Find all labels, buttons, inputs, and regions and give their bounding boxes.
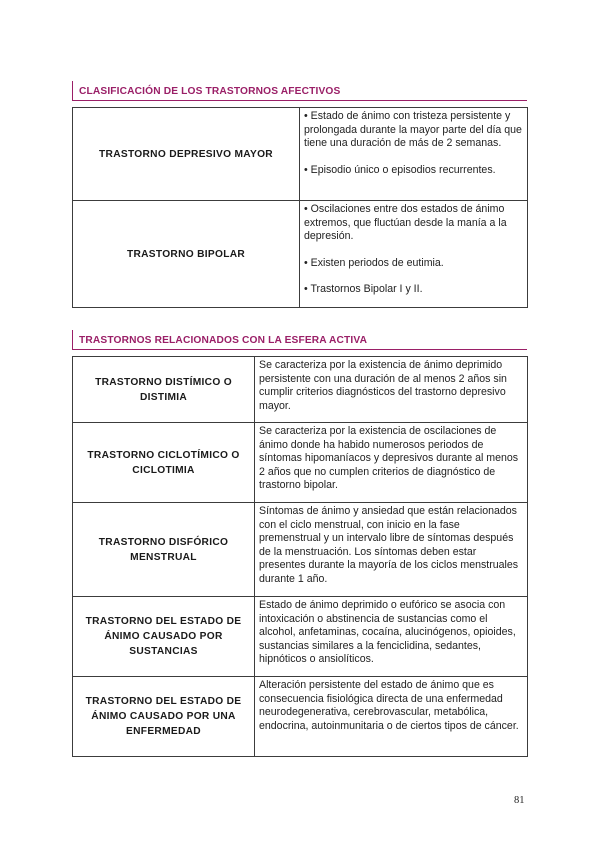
- row-label: TRASTORNO DISFÓRICO MENSTRUAL: [73, 503, 255, 597]
- row-description: Síntomas de ánimo y ansiedad que están relacionados con el ciclo menstrual, con inicio en la fase premenstrual y un intervalo libre de síntomas después de la menstruación. Los síntomas deben estar presentes durante la mayoría de los ciclos menstruales durante 1 año.: [255, 503, 528, 597]
- bullet-item: • Estado de ánimo con tristeza persistente y prolongada durante la mayor parte del día que tiene una duración de más de 2 semanas.: [304, 110, 522, 150]
- page-number: 81: [514, 795, 525, 806]
- table-row: [73, 108, 528, 201]
- row-description: Se caracteriza por la existencia de ánimo deprimido persistente con una duración de al menos 2 años sin cumplir criterios diagnósticos del trastorno depresivo mayor.: [255, 357, 528, 423]
- row-label: TRASTORNO BIPOLAR: [73, 201, 300, 308]
- table-row: [73, 503, 528, 597]
- section-title: CLASIFICACIÓN DE LOS TRASTORNOS AFECTIVOS: [79, 86, 341, 97]
- bullet-item: • Episodio único o episodios recurrentes.: [304, 163, 496, 176]
- row-description: Estado de ánimo deprimido o eufórico se asocia con intoxicación o abstinencia de sustancias como el alcohol, anfetaminas, cocaína, alucinógenos, opioides, sustancias similares a la fenciclidina, sedantes, hipnóticos o ansiolíticos.: [255, 597, 528, 677]
- row-description: [300, 108, 528, 201]
- bullet-item: • Trastornos Bipolar I y II.: [304, 283, 423, 296]
- row-label: TRASTORNO DISTÍMICO O DISTIMIA: [73, 357, 255, 423]
- section-header-active-sphere: [72, 330, 527, 350]
- table-row: [73, 677, 528, 757]
- row-description: Se caracteriza por la existencia de oscilaciones de ánimo donde ha habido numerosos periodos de síntomas hipomaníacos y depresivos durante al menos 2 años que no cumplen criterios de diagnóstico de trastorno bipolar.: [255, 423, 528, 503]
- table-row: [73, 597, 528, 677]
- row-description: [300, 201, 528, 308]
- section-header-classification: [72, 81, 527, 101]
- row-description: Alteración persistente del estado de ánimo que es consecuencia fisiológica directa de una enfermedad neurodegenerativa, cerebrovascular, metabólica, endocrina, autoinmunitaria o de ciertos tipos de cáncer.: [255, 677, 528, 757]
- classification-table: [72, 107, 528, 308]
- bullet-item: • Oscilaciones entre dos estados de ánimo extremos, que fluctúan desde la manía a la depresión.: [304, 203, 507, 243]
- active-sphere-table: [72, 356, 528, 757]
- table-row: [73, 357, 528, 423]
- table-row: [73, 423, 528, 503]
- section-title: TRASTORNOS RELACIONADOS CON LA ESFERA ACTIVA: [79, 335, 368, 346]
- row-label: TRASTORNO CICLOTÍMICO O CICLOTIMIA: [73, 423, 255, 503]
- row-label: TRASTORNO DEL ESTADO DE ÁNIMO CAUSADO POR UNA ENFERMEDAD: [73, 677, 255, 757]
- row-label: TRASTORNO DEPRESIVO MAYOR: [73, 108, 300, 201]
- bullet-item: • Existen periodos de eutimia.: [304, 256, 444, 269]
- row-label: TRASTORNO DEL ESTADO DE ÁNIMO CAUSADO POR SUSTANCIAS: [73, 597, 255, 677]
- table-row: [73, 201, 528, 308]
